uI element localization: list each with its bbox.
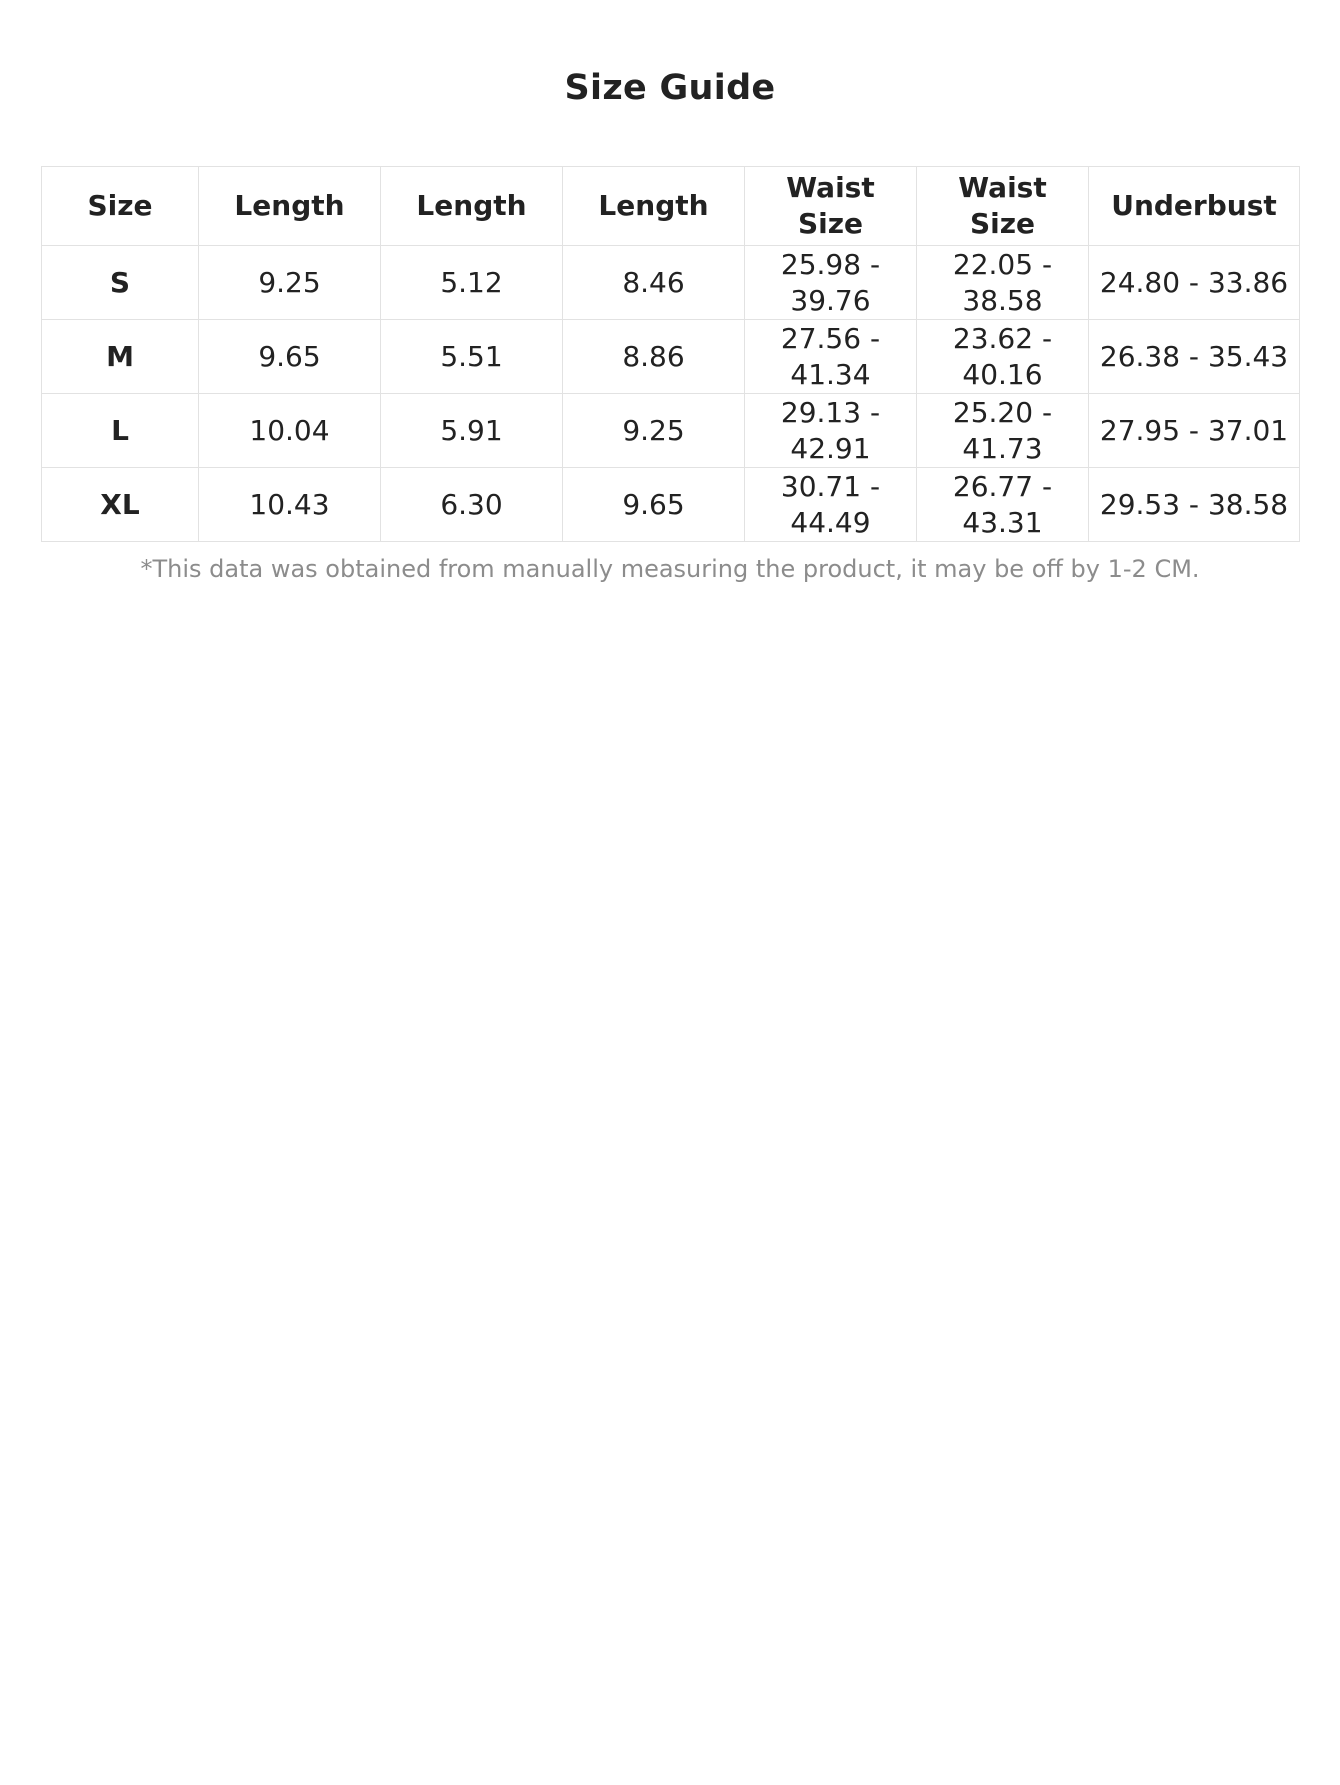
table-header-row: [42, 167, 1300, 246]
table-cell: 29.53 - 38.58: [1089, 468, 1300, 542]
measurement-disclaimer: *This data was obtained from manually measuring the product, it may be off by 1-2 CM.: [140, 555, 1200, 583]
size-cell: M: [42, 320, 199, 394]
table-row: [42, 246, 1300, 320]
column-header-length-2: Length: [381, 167, 563, 246]
column-header-length-3: Length: [563, 167, 745, 246]
table-cell: 9.25: [199, 246, 381, 320]
column-header-size: Size: [42, 167, 199, 246]
table-cell: 30.71 - 44.49: [745, 468, 917, 542]
table-cell: 29.13 - 42.91: [745, 394, 917, 468]
table-cell: 25.98 - 39.76: [745, 246, 917, 320]
table-cell: 9.65: [563, 468, 745, 542]
table-cell: 8.86: [563, 320, 745, 394]
column-header-length-1: Length: [199, 167, 381, 246]
table-cell: 5.91: [381, 394, 563, 468]
table-cell: 27.95 - 37.01: [1089, 394, 1300, 468]
table-cell: 8.46: [563, 246, 745, 320]
size-cell: XL: [42, 468, 199, 542]
table-cell: 24.80 - 33.86: [1089, 246, 1300, 320]
table-row: [42, 468, 1300, 542]
table-cell: 10.43: [199, 468, 381, 542]
table-cell: 26.38 - 35.43: [1089, 320, 1300, 394]
table-cell: 22.05 - 38.58: [917, 246, 1089, 320]
table-cell: 5.51: [381, 320, 563, 394]
table-cell: 10.04: [199, 394, 381, 468]
page-title: Size Guide: [564, 68, 776, 108]
column-header-waist-size-1: Waist Size: [745, 167, 917, 246]
size-guide-table: [41, 166, 1300, 542]
table-cell: 27.56 - 41.34: [745, 320, 917, 394]
table-row: [42, 320, 1300, 394]
column-header-underbust: Underbust: [1089, 167, 1300, 246]
column-header-waist-size-2: Waist Size: [917, 167, 1089, 246]
table-cell: 25.20 - 41.73: [917, 394, 1089, 468]
table-cell: 6.30: [381, 468, 563, 542]
table-cell: 9.65: [199, 320, 381, 394]
size-cell: S: [42, 246, 199, 320]
table-cell: 5.12: [381, 246, 563, 320]
table-cell: 9.25: [563, 394, 745, 468]
table-cell: 23.62 - 40.16: [917, 320, 1089, 394]
size-cell: L: [42, 394, 199, 468]
table-cell: 26.77 - 43.31: [917, 468, 1089, 542]
table-row: [42, 394, 1300, 468]
